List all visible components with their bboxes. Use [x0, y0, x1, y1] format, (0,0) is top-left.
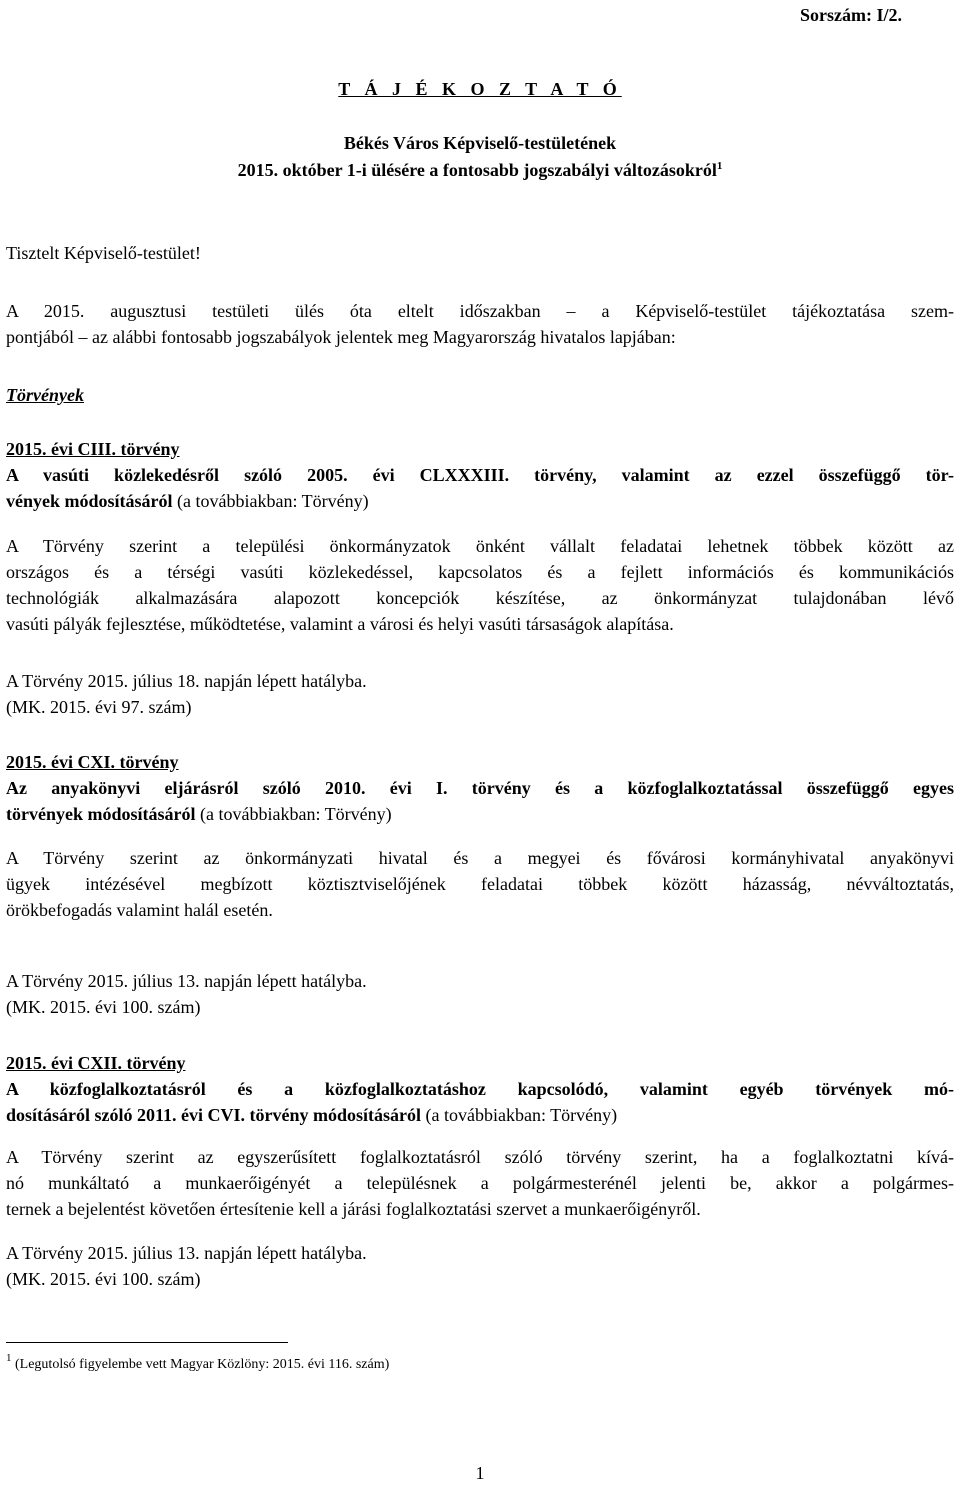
law-number: 2015. évi CXI. törvény: [6, 752, 179, 772]
salutation: Tisztelt Képviselő-testület!: [6, 243, 201, 263]
law-body: [6, 845, 954, 923]
law-body-line: örökbefogadás valamint halál esetén.: [6, 900, 273, 920]
law-body-line: A Törvény szerint az önkormányzati hivatal és a megyei és fővárosi kormányhivatal anyakönyvi: [6, 848, 954, 868]
law-body-line: A Törvény szerint az egyszerűsített foglalkoztatásról szóló törvény szerint, ha a foglalkoztatni kívá-: [6, 1147, 954, 1167]
law-title-suffix: (a továbbiakban: Törvény): [420, 1105, 618, 1125]
law-number: 2015. évi CIII. törvény: [6, 439, 180, 459]
law-title-line: Az anyakönyvi eljárásról szóló 2010. évi I. törvény és a közfoglalkoztatással összefüggő egyes: [6, 778, 954, 798]
law-entry: [6, 749, 954, 827]
law-effective-date: A Törvény 2015. július 18. napján lépett hatályba.: [6, 671, 367, 691]
footnote-divider: [6, 1342, 288, 1343]
section-heading-laws: Törvények: [6, 385, 84, 405]
law-title-line: törvények módosításáról: [6, 804, 196, 824]
law-body-line: vasúti pályák fejlesztése, működtetése, valamint a városi és helyi vasúti társaságok alapítása.: [6, 614, 674, 634]
law-title-line: vények módosításáról: [6, 491, 173, 511]
law-gazette: (MK. 2015. évi 100. szám): [6, 997, 201, 1017]
meeting-line: [6, 157, 954, 183]
law-effective-date: A Törvény 2015. július 13. napján lépett hatályba.: [6, 1243, 367, 1263]
serial-number: Sorszám: I/2.: [800, 5, 902, 25]
law-title-line: A vasúti közlekedésről szóló 2005. évi CLXXXIII. törvény, valamint az ezzel összefüggő tör-: [6, 465, 954, 485]
law-body-line: A Törvény szerint a települési önkormányzatok önként vállalt feladatai lehetnek többek között az: [6, 536, 954, 556]
document-title: T Á J É K O Z T A T Ó: [338, 79, 622, 99]
law-body-line: országos és a térségi vasúti közlekedéssel, kapcsolatos és a fejlett információs és kommunikációs: [6, 562, 954, 582]
law-gazette: (MK. 2015. évi 97. szám): [6, 697, 192, 717]
law-body: [6, 533, 954, 637]
law-body-line: nó munkáltató a munkaerőigényét a településnek a polgármesterénél jelenti be, akkor a polgármes-: [6, 1173, 954, 1193]
meeting-text: 2015. október 1-i ülésére a fontosabb jogszabályi változásokról: [237, 160, 717, 180]
law-title-suffix: (a továbbiakban: Törvény): [195, 804, 392, 824]
intro-line: pontjából – az alábbi fontosabb jogszabályok jelentek meg Magyarország hivatalos lapjában:: [6, 327, 676, 347]
law-entry: [6, 1050, 954, 1128]
law-effective-date: A Törvény 2015. július 13. napján lépett hatályba.: [6, 971, 367, 991]
recipient-line: Békés Város Képviselő-testületének: [343, 133, 617, 153]
law-number: 2015. évi CXII. törvény: [6, 1053, 186, 1073]
document-page: [6, 0, 954, 1493]
law-body: [6, 1144, 954, 1222]
law-body-line: technológiák alkalmazására alapozott koncepciók készítése, az önkormányzat tulajdonában lévő: [6, 588, 954, 608]
intro-paragraph: [6, 298, 954, 350]
page-number: 1: [475, 1463, 485, 1483]
law-title-line: A közfoglalkoztatásról és a közfoglalkoztatáshoz kapcsolódó, valamint egyéb törvények mó-: [6, 1079, 954, 1099]
footnote-reference[interactable]: 1: [716, 160, 723, 172]
law-entry: [6, 436, 954, 514]
law-gazette: (MK. 2015. évi 100. szám): [6, 1269, 201, 1289]
footnote: [6, 1352, 390, 1374]
law-body-line: ügyek intézésével megbízott köztisztviselőjének feladatai többek között házasság, névváltoztatás,: [6, 874, 954, 894]
intro-line: A 2015. augusztusi testületi ülés óta eltelt időszakban – a Képviselő-testület tájékoztatása szem-: [6, 301, 954, 321]
law-title-suffix: (a továbbiakban: Törvény): [172, 491, 369, 511]
law-body-line: ternek a bejelentést követően értesítenie kell a járási foglalkoztatási szervet a munkaerőigényről.: [6, 1199, 701, 1219]
footnote-mark: 1: [6, 1352, 12, 1364]
footnote-text: (Legutolsó figyelembe vett Magyar Közlöny: 2015. évi 116. szám): [11, 1357, 390, 1372]
law-title-line: dosításáról szóló 2011. évi CVI. törvény módosításáról: [6, 1105, 421, 1125]
